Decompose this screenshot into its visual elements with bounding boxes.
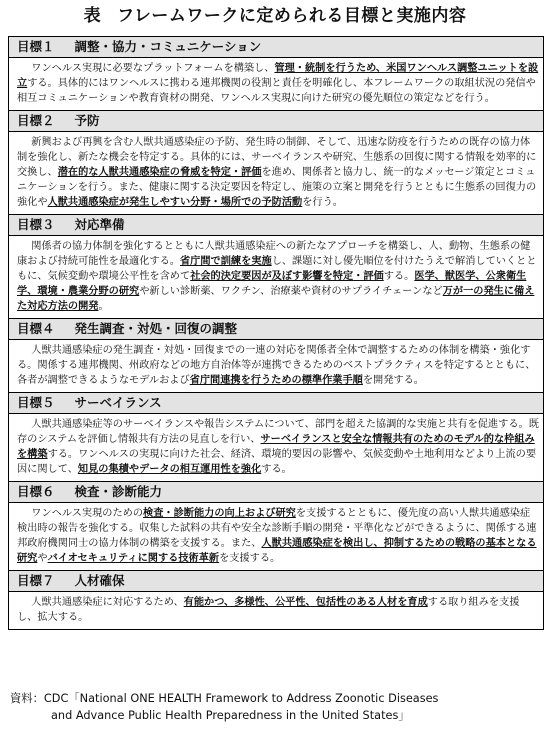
emphasized-text: 人獣共通感染症を検出し、抑制するための戦略の基本となる研究 [17,538,537,564]
goal-heading [9,393,543,414]
emphasized-text: バイオセキュリティに関する技術革新 [47,553,220,564]
emphasized-text: 省庁間連携を行うための標準作業手順 [189,375,363,386]
emphasized-text: 社会的決定要因が及ぼす影響を特定・評価 [190,271,384,282]
emphasized-text: 省庁間で訓練を実施 [180,256,272,267]
goal-title: 発生調査・対処・回復の調整 [74,321,238,336]
source-line-1: 資料：CDC「National ONE HEALTH Framework to Address Zoonotic Diseases [10,692,439,705]
goal-description [9,58,543,111]
description-text: や新しい診断薬、ワクチン、治療薬や資材のサプライチェーンなど [139,286,443,297]
goal-description [9,503,543,571]
description-text: 。 [98,301,109,312]
emphasized-text: 万が一の発生に備えた対応方法の開発 [17,286,535,312]
goal-number: 目標２ [17,113,55,128]
description-text: を進め、関係者と協力し、統一的なメッセージ策定とコミュニケーションを行う。また、健康に関する決定要因を特定し、施策の立案と開発を行うとともに生態系の回復力の強化や [17,167,537,208]
table-title-label: 表 [83,6,102,26]
goal-heading [9,571,543,592]
goal-title: 対応準備 [74,217,125,232]
description-text: を支援するとともに、優先度の高い人獣共通感染症検出時の報告を強化する。収集した試料の共有や安全な診断手順の開発・平準化などができるように、関係する連邦政府機関同士の協力体制の構築を支援する。また、 [17,508,537,549]
emphasized-text: 人獣共通感染症が発生しやすい分野・場所での予防活動 [47,197,303,208]
description-text: 人獣共通感染症等のサーベイランスや報告システムについて、部門を超えた協調的な実施と共有を促進する。既存のシステムを評価し情報共有方法の見直しを行い、 [17,419,539,445]
description-text: ワンヘルス実現のための [31,508,144,519]
goal-heading [9,37,543,58]
source-line-2: and Advance Public Health Preparedness in the United States」 [51,709,410,722]
goal-description [9,132,543,215]
goal-description [9,414,543,482]
emphasized-text: サーベイランスと安全な情報共有のためのモデル的な枠組みを構築 [17,434,535,460]
emphasized-text: 管理・統制を行うため、米国ワンヘルス調整ユニットを設立 [17,63,539,89]
goal-title: サーベイランス [74,395,162,410]
goal-title: 調整・協力・コミュニケーション [74,39,262,54]
emphasized-text: 知見の集積やデータの相互運用性を強化 [77,464,262,475]
description-text: を行う。 [302,197,343,208]
goal-description [9,592,543,630]
table-title-text: フレームワークに定められる目標と実施内容 [117,6,467,26]
emphasized-text: 検査・診断能力の向上および研究 [143,508,296,519]
goal-number: 目標７ [17,573,55,588]
description-text: を支援する。 [219,553,281,564]
description-text: する。具体的にはワンヘルスに携わる連邦機関の役割と責任を明確化し、本フレームワークの取組状況の発信や相互コミュニケーションや教育資材の開発、ワンヘルス実現に向けた研究の優先順位の策定などを行う。 [17,78,536,104]
goal-title: 人材確保 [74,573,125,588]
goals-table [8,36,544,630]
goal-description [9,236,543,319]
description-text: する。 [383,271,415,282]
description-text: 関係者の協力体制を強化するとともに人獣共通感染症への新たなアプローチを構築し、人、動物、生態系の健康および持続可能性を最適化する。 [17,241,531,267]
goal-number: 目標５ [17,395,55,410]
goal-heading [9,319,543,340]
goal-number: 目標１ [17,39,55,54]
description-text: する取り組みを支援し、拡大する。 [17,597,520,623]
goal-number: 目標４ [17,321,55,336]
goal-number: 目標３ [17,217,55,232]
description-text: を開発する。 [362,375,424,386]
emphasized-text: 医学、獣医学、公衆衛生学、環境・農業分野の研究 [17,271,527,297]
goal-heading [9,215,543,236]
description-text: する。 [261,464,292,475]
goal-title: 検査・診断能力 [74,484,163,499]
description-text: ワンヘルス実現に必要なプラットフォームを構築し、 [31,63,275,74]
table-title [0,0,550,32]
description-text: や [37,553,48,564]
description-text: 人獣共通感染症の発生調査・対処・回復までの一連の対応を関係者全体で調整するための体制を構築・強化する。関係する連邦機関、州政府などの地方自治体等が連携できるためのベストプラクティスを特定するとともに、各者が調整できるようなモデルおよび [17,345,536,386]
goal-title: 予防 [74,113,100,128]
emphasized-text: 有能かつ、多様性、公平性、包括性のある人材を育成 [183,597,428,608]
goal-heading [9,482,543,503]
description-text: 新興および再興を含む人獣共通感染症の予防、発生時の制御、そして、迅速な防疫を行うための既存の協力体制を強化し、新たな機会を特定する。具体的には、サーベイランスや研究、生態系の回復に関する情報を効率的に交換し、 [17,137,537,178]
description-text: し、課題に対し優先順位を付けたうえで解消していくとともに、気候変動や環境公平性を含めて [17,256,537,282]
goal-heading [9,111,543,132]
description-text: する。ワンヘルスの実現に向けた社会、経済、環境的要因の影響や、気候変動や土地利用などより上流の要因に関して、 [17,449,537,475]
description-text: 人獣共通感染症に対応するため、 [31,597,184,608]
source-note [10,690,438,724]
goal-number: 目標６ [17,484,55,499]
goal-description [9,340,543,393]
emphasized-text: 潜在的な人獣共通感染症の脅威を特定・評価 [57,167,262,178]
